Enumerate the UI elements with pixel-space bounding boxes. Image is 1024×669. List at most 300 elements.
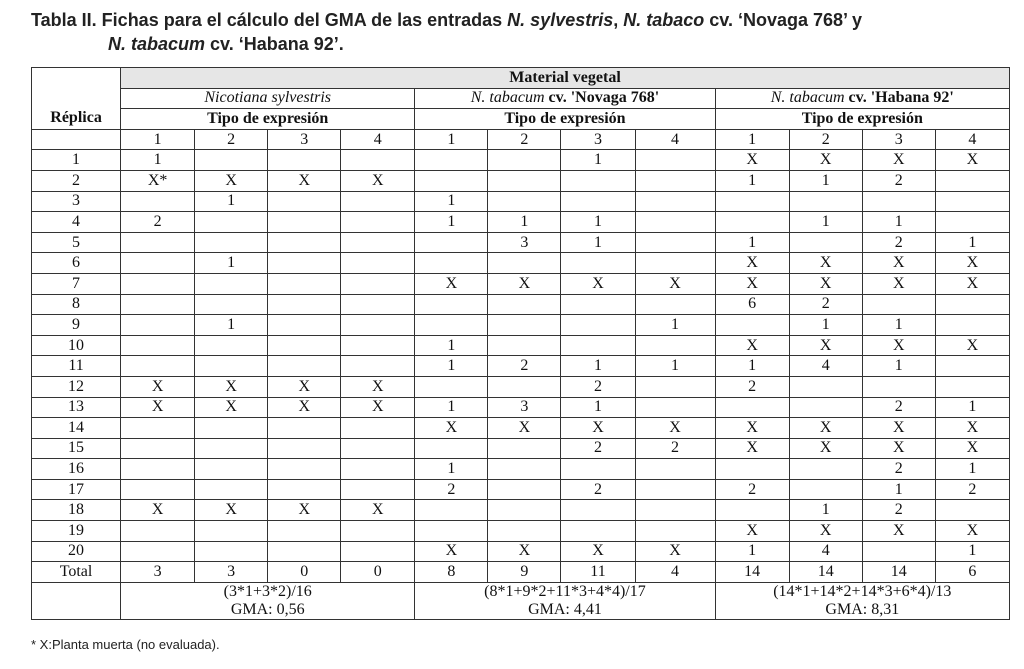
table-cell: 1 [715, 356, 789, 377]
table-cell [789, 376, 862, 397]
table-cell [635, 500, 715, 521]
table-cell: 3 [488, 397, 561, 418]
table-cell: 1 [415, 459, 488, 480]
table-cell: X [715, 438, 789, 459]
table-cell: X [789, 273, 862, 294]
table-cell: X [268, 376, 341, 397]
table-cell [415, 521, 488, 542]
table-cell [195, 150, 268, 171]
table-cell [341, 212, 415, 233]
replica-label: 5 [32, 232, 121, 253]
table-cell: X [935, 273, 1009, 294]
table-cell [789, 479, 862, 500]
table-cell: 1 [789, 315, 862, 336]
table-cell [715, 459, 789, 480]
table-cell: X [862, 253, 935, 274]
blank-header-cell [32, 129, 121, 150]
table-cell [488, 253, 561, 274]
table-cell: 2 [715, 479, 789, 500]
table-cell [268, 521, 341, 542]
table-cell: X [935, 335, 1009, 356]
table-row [32, 459, 1010, 480]
table-cell [195, 294, 268, 315]
table-cell [195, 335, 268, 356]
header-row-material [32, 68, 1010, 89]
table-cell [341, 150, 415, 171]
table-cell: 2 [862, 232, 935, 253]
table-cell [488, 191, 561, 212]
table-cell: 2 [862, 397, 935, 418]
table-cell [268, 418, 341, 439]
table-cell: X [195, 397, 268, 418]
table-cell [268, 212, 341, 233]
gma-habana: (14*1+14*2+14*3+6*4)/13 GMA: 8,31 [715, 582, 1009, 619]
table-cell: 1 [935, 459, 1009, 480]
total-cell: 4 [635, 562, 715, 583]
table-cell: 2 [415, 479, 488, 500]
table-cell [341, 418, 415, 439]
table-cell: X [341, 376, 415, 397]
table-cell: X [935, 438, 1009, 459]
total-cell: 8 [415, 562, 488, 583]
table-cell: 1 [789, 170, 862, 191]
tipo-number-header: 3 [561, 129, 635, 150]
table-cell [488, 335, 561, 356]
table-cell [195, 459, 268, 480]
tipo-number-header: 2 [488, 129, 561, 150]
table-cell [862, 541, 935, 562]
tipo-number-header: 1 [121, 129, 195, 150]
table-cell: 2 [561, 376, 635, 397]
replica-label: 1 [32, 150, 121, 171]
tipo-number-header: 4 [635, 129, 715, 150]
replica-label: 10 [32, 335, 121, 356]
table-row [32, 397, 1010, 418]
table-cell: X [635, 541, 715, 562]
table-cell [121, 479, 195, 500]
replica-label: 4 [32, 212, 121, 233]
tipo-number-header: 4 [341, 129, 415, 150]
table-cell: X [935, 521, 1009, 542]
table-cell: X [715, 335, 789, 356]
table-cell [268, 273, 341, 294]
table-cell [121, 232, 195, 253]
group-header-novaga: N. tabacum cv. 'Novaga 768' [415, 88, 715, 109]
replica-label: 12 [32, 376, 121, 397]
table-row [32, 212, 1010, 233]
table-cell [195, 541, 268, 562]
table-cell [488, 479, 561, 500]
table-cell [341, 438, 415, 459]
table-cell [789, 397, 862, 418]
table-cell [935, 170, 1009, 191]
table-cell [935, 212, 1009, 233]
tipo-number-header: 2 [789, 129, 862, 150]
table-cell [635, 170, 715, 191]
replica-label: 6 [32, 253, 121, 274]
table-cell [561, 521, 635, 542]
group-header-sylvestris: Nicotiana sylvestris [121, 88, 415, 109]
table-cell [488, 438, 561, 459]
table-cell [268, 438, 341, 459]
table-row [32, 376, 1010, 397]
table-row [32, 191, 1010, 212]
table-cell [341, 191, 415, 212]
table-cell [715, 191, 789, 212]
table-cell [488, 315, 561, 336]
table-cell [121, 418, 195, 439]
gma-novaga: (8*1+9*2+11*3+4*4)/17 GMA: 4,41 [415, 582, 715, 619]
table-cell: 1 [635, 315, 715, 336]
table-cell [341, 356, 415, 377]
tipo-number-header: 3 [862, 129, 935, 150]
table-cell: 2 [862, 459, 935, 480]
total-cell: 14 [789, 562, 862, 583]
table-cell: X [715, 150, 789, 171]
table-cell [121, 191, 195, 212]
table-cell: X [635, 273, 715, 294]
table-cell [935, 191, 1009, 212]
table-cell: 2 [862, 500, 935, 521]
table-cell: 1 [935, 397, 1009, 418]
table-cell: X [341, 500, 415, 521]
replica-label: 17 [32, 479, 121, 500]
table-cell: 1 [635, 356, 715, 377]
table-cell [121, 253, 195, 274]
total-cell: 0 [341, 562, 415, 583]
table-row [32, 232, 1010, 253]
table-cell [341, 294, 415, 315]
table-cell [195, 273, 268, 294]
table-row [32, 418, 1010, 439]
table-cell: X [415, 541, 488, 562]
table-cell: X [935, 418, 1009, 439]
total-cell: 3 [121, 562, 195, 583]
table-cell [789, 232, 862, 253]
table-cell [268, 315, 341, 336]
table-cell [488, 500, 561, 521]
table-cell: 2 [121, 212, 195, 233]
table-cell [635, 150, 715, 171]
table-cell: 1 [415, 397, 488, 418]
replica-label: 20 [32, 541, 121, 562]
table-cell [488, 459, 561, 480]
table-cell [488, 170, 561, 191]
total-cell: 14 [862, 562, 935, 583]
table-cell: X [862, 150, 935, 171]
tipo-header-habana: Tipo de expresión [715, 109, 1009, 130]
table-cell: X [195, 376, 268, 397]
total-cell: 14 [715, 562, 789, 583]
table-cell: 4 [789, 356, 862, 377]
table-row [32, 521, 1010, 542]
table-cell [488, 521, 561, 542]
table-cell [561, 191, 635, 212]
table-cell [561, 459, 635, 480]
table-cell: X [635, 418, 715, 439]
table-cell: X [341, 170, 415, 191]
table-cell: X [862, 418, 935, 439]
table-cell [268, 356, 341, 377]
table-cell [635, 479, 715, 500]
table-cell: X [488, 418, 561, 439]
table-cell: X [715, 418, 789, 439]
species-sylvestris: N. sylvestris [507, 10, 614, 30]
table-cell: 2 [789, 294, 862, 315]
table-cell [935, 500, 1009, 521]
table-cell: X* [121, 170, 195, 191]
table-cell: 1 [789, 212, 862, 233]
table-cell: 1 [195, 315, 268, 336]
table-cell [415, 170, 488, 191]
header-row-tipo [32, 109, 1010, 130]
table-cell: X [789, 521, 862, 542]
table-cell [715, 500, 789, 521]
table-cell: X [195, 170, 268, 191]
total-cell: 0 [268, 562, 341, 583]
table-cell [862, 376, 935, 397]
table-cell: X [561, 273, 635, 294]
table-cell: 2 [635, 438, 715, 459]
table-cell [268, 541, 341, 562]
table-cell: 1 [715, 541, 789, 562]
table-cell [268, 150, 341, 171]
table-cell [415, 500, 488, 521]
replica-label: 7 [32, 273, 121, 294]
table-cell [635, 294, 715, 315]
replica-label: 11 [32, 356, 121, 377]
table-cell: 1 [789, 500, 862, 521]
table-cell: 2 [715, 376, 789, 397]
table-cell [195, 521, 268, 542]
table-cell [195, 479, 268, 500]
table-cell [121, 459, 195, 480]
table-cell [862, 191, 935, 212]
replica-label: 8 [32, 294, 121, 315]
table-cell [415, 232, 488, 253]
table-cell [121, 541, 195, 562]
replica-label: 3 [32, 191, 121, 212]
tipo-number-header: 3 [268, 129, 341, 150]
table-title: Tabla II. Fichas para el cálculo del GMA de las entradas N. sylvestris, N. tabaco cv. ‘Novaga 768’ y N. tabacum cv. ‘Habana 92’. [31, 10, 863, 54]
table-cell: X [862, 273, 935, 294]
total-cell: 6 [935, 562, 1009, 583]
table-cell [635, 459, 715, 480]
table-cell: X [121, 500, 195, 521]
table-cell: 2 [935, 479, 1009, 500]
table-cell [415, 150, 488, 171]
table-cell [635, 232, 715, 253]
table-row [32, 335, 1010, 356]
footnote: * X:Planta muerta (no evaluada). [31, 637, 220, 652]
table-cell: 1 [715, 232, 789, 253]
table-cell: 1 [195, 253, 268, 274]
replica-label: 16 [32, 459, 121, 480]
header-row-tipo-numbers [32, 129, 1010, 150]
table-cell: 1 [415, 191, 488, 212]
table-cell: 1 [415, 335, 488, 356]
table-row [32, 500, 1010, 521]
table-cell: X [789, 335, 862, 356]
replica-label: 15 [32, 438, 121, 459]
table-cell: 1 [415, 212, 488, 233]
table-cell [268, 191, 341, 212]
table-cell: X [715, 273, 789, 294]
gma-sylvestris: (3*1+3*2)/16 GMA: 0,56 [121, 582, 415, 619]
table-cell: X [561, 418, 635, 439]
table-cell [635, 521, 715, 542]
table-cell [561, 335, 635, 356]
table-row [32, 479, 1010, 500]
table-cell: 1 [561, 232, 635, 253]
table-cell [862, 294, 935, 315]
table-cell: 1 [715, 170, 789, 191]
table-cell: X [268, 170, 341, 191]
table-cell: X [862, 335, 935, 356]
replica-label: 19 [32, 521, 121, 542]
table-cell [195, 438, 268, 459]
table-cell [195, 232, 268, 253]
table-cell [121, 356, 195, 377]
table-cell [561, 170, 635, 191]
table-cell [415, 253, 488, 274]
table-cell [268, 294, 341, 315]
gma-data-table [31, 67, 1010, 620]
species-tabaco: N. tabaco [623, 10, 705, 30]
total-cell: 11 [561, 562, 635, 583]
table-cell: X [862, 438, 935, 459]
table-cell: 1 [561, 397, 635, 418]
table-cell: 1 [862, 315, 935, 336]
replica-label: 14 [32, 418, 121, 439]
table-cell [488, 376, 561, 397]
table-cell [341, 232, 415, 253]
replica-label: 9 [32, 315, 121, 336]
table-cell [121, 315, 195, 336]
table-cell [635, 253, 715, 274]
table-cell [561, 500, 635, 521]
table-cell: 2 [561, 438, 635, 459]
table-row [32, 541, 1010, 562]
total-cell: 9 [488, 562, 561, 583]
table-cell: 1 [561, 150, 635, 171]
table-cell: X [341, 397, 415, 418]
table-cell [415, 294, 488, 315]
gma-row [32, 582, 1010, 619]
table-cell [635, 335, 715, 356]
table-cell: X [561, 541, 635, 562]
table-cell [121, 273, 195, 294]
gma-blank-cell [32, 582, 121, 619]
table-cell [635, 397, 715, 418]
table-cell: 1 [121, 150, 195, 171]
group-header-habana: N. tabacum cv. 'Habana 92' [715, 88, 1009, 109]
table-cell: 1 [862, 356, 935, 377]
table-cell [789, 459, 862, 480]
table-cell [195, 212, 268, 233]
table-row [32, 356, 1010, 377]
table-cell: 6 [715, 294, 789, 315]
table-cell [341, 315, 415, 336]
table-row [32, 438, 1010, 459]
table-cell: 2 [862, 170, 935, 191]
table-cell: X [268, 500, 341, 521]
material-vegetal-header: Material vegetal [121, 68, 1010, 89]
table-row [32, 294, 1010, 315]
table-cell: 1 [195, 191, 268, 212]
table-row [32, 150, 1010, 171]
table-cell: 1 [935, 541, 1009, 562]
table-cell [121, 335, 195, 356]
table-cell [488, 150, 561, 171]
table-row [32, 170, 1010, 191]
replica-label: 13 [32, 397, 121, 418]
table-cell [415, 438, 488, 459]
table-cell: X [415, 418, 488, 439]
table-cell: X [415, 273, 488, 294]
table-cell: X [195, 500, 268, 521]
table-cell [935, 356, 1009, 377]
replica-label: 2 [32, 170, 121, 191]
table-cell [341, 479, 415, 500]
table-cell [715, 397, 789, 418]
table-cell [415, 376, 488, 397]
total-label: Total [32, 562, 121, 583]
tipo-number-header: 2 [195, 129, 268, 150]
table-cell: X [935, 253, 1009, 274]
table-cell [341, 459, 415, 480]
tipo-number-header: 4 [935, 129, 1009, 150]
table-cell [561, 253, 635, 274]
table-cell [195, 356, 268, 377]
table-cell [268, 479, 341, 500]
table-cell [488, 294, 561, 315]
table-cell [715, 315, 789, 336]
table-cell: 4 [789, 541, 862, 562]
table-cell: X [789, 253, 862, 274]
table-cell [341, 273, 415, 294]
table-cell [561, 294, 635, 315]
table-cell: X [862, 521, 935, 542]
tipo-header-novaga: Tipo de expresión [415, 109, 715, 130]
tipo-number-header: 1 [415, 129, 488, 150]
table-cell [341, 521, 415, 542]
table-cell [195, 418, 268, 439]
table-cell: X [715, 521, 789, 542]
replica-header: Réplica [32, 68, 121, 130]
table-cell [121, 521, 195, 542]
table-cell: 1 [862, 479, 935, 500]
table-cell [635, 191, 715, 212]
table-cell: 2 [488, 356, 561, 377]
table-cell: 1 [862, 212, 935, 233]
table-cell: X [935, 150, 1009, 171]
table-cell [635, 212, 715, 233]
table-cell: X [789, 150, 862, 171]
table-cell [935, 294, 1009, 315]
table-cell [715, 212, 789, 233]
table-cell [415, 315, 488, 336]
table-cell [341, 335, 415, 356]
table-cell: 1 [561, 212, 635, 233]
table-cell: 3 [488, 232, 561, 253]
table-cell: X [488, 541, 561, 562]
table-row [32, 273, 1010, 294]
table-cell [341, 253, 415, 274]
table-cell [121, 294, 195, 315]
table-cell [935, 376, 1009, 397]
total-row [32, 562, 1010, 583]
